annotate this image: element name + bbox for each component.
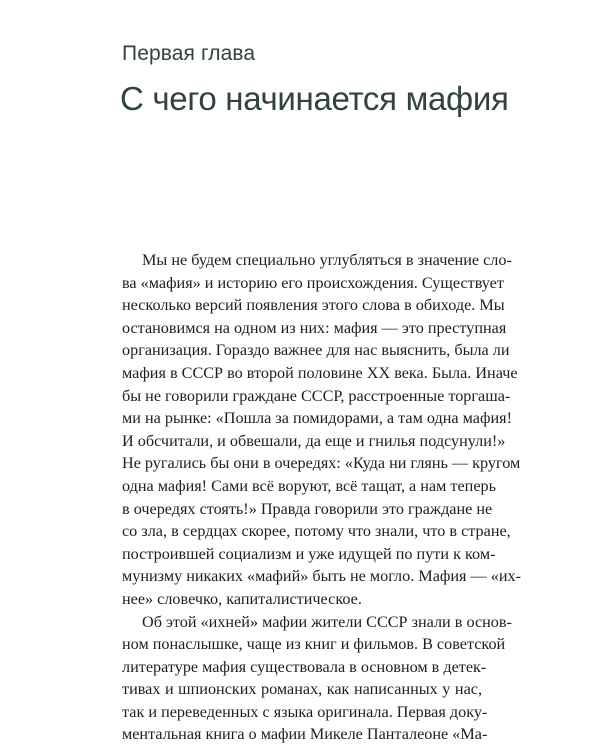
text-line: мунизму никаких «мафий» быть не могло. Мафия — «их- (122, 567, 522, 586)
text-line: Об этой «ихней» мафии жители СССР знали в основ- (142, 612, 512, 631)
text-line: ми на рынке: «Пошла за помидорами, а там одна мафия! (122, 409, 512, 428)
text-line: со зла, в сердцах скорее, потому что знали, что в стране, (122, 522, 511, 541)
text-line: одна мафия! Сами всё воруют, всё тащат, а нам теперь (122, 476, 496, 495)
text-line: организация. Гораздо важнее для нас выяснить, была ли (122, 341, 510, 360)
text-line: в очередях стоять!» Правда говорили это граждане не (122, 499, 493, 518)
text-line: остановимся на одном из них: мафия — это преступная (122, 318, 507, 337)
text-line: бы не говорили граждане СССР, расстроенные торгаша- (122, 386, 511, 405)
body-text (122, 249, 522, 746)
paragraph-1 (122, 249, 522, 611)
text-line: ном понаслышке, чаще из книг и фильмов. В советской (122, 635, 506, 654)
text-line: несколько версий появления этого слова в обиходе. Мы (122, 296, 505, 315)
text-line: ва «мафия» и историю его происхождения. Существует (122, 273, 504, 292)
text-line: литературе мафия существовала в основном в детек- (122, 657, 487, 676)
text-line: так и переведенных с языка оригинала. Первая доку- (122, 702, 488, 721)
text-line: мафия в СССР во второй половине XX века. Была. Иначе (122, 363, 518, 382)
chapter-title: С чего начинается мафия (120, 80, 509, 117)
text-line: построившей социализм и уже идущей по пути к ком- (122, 544, 496, 563)
chapter-label: Первая глава (122, 42, 256, 65)
paragraph-2 (122, 611, 512, 747)
text-line: Не ругались бы они в очередях: «Куда ни глянь — кругом (122, 454, 521, 473)
text-line: ментальная книга о мафии Микеле Панталеоне «Ма- (122, 725, 488, 744)
text-line: тивах и шпионских романах, как написанных у нас, (122, 680, 482, 699)
text-line: И обсчитали, и обвешали, да еще и гнилья подсунули!» (122, 431, 506, 450)
text-line: Мы не будем специально углубляться в значение сло- (142, 251, 512, 269)
text-line: нее» словечко, капиталистическое. (122, 589, 362, 608)
